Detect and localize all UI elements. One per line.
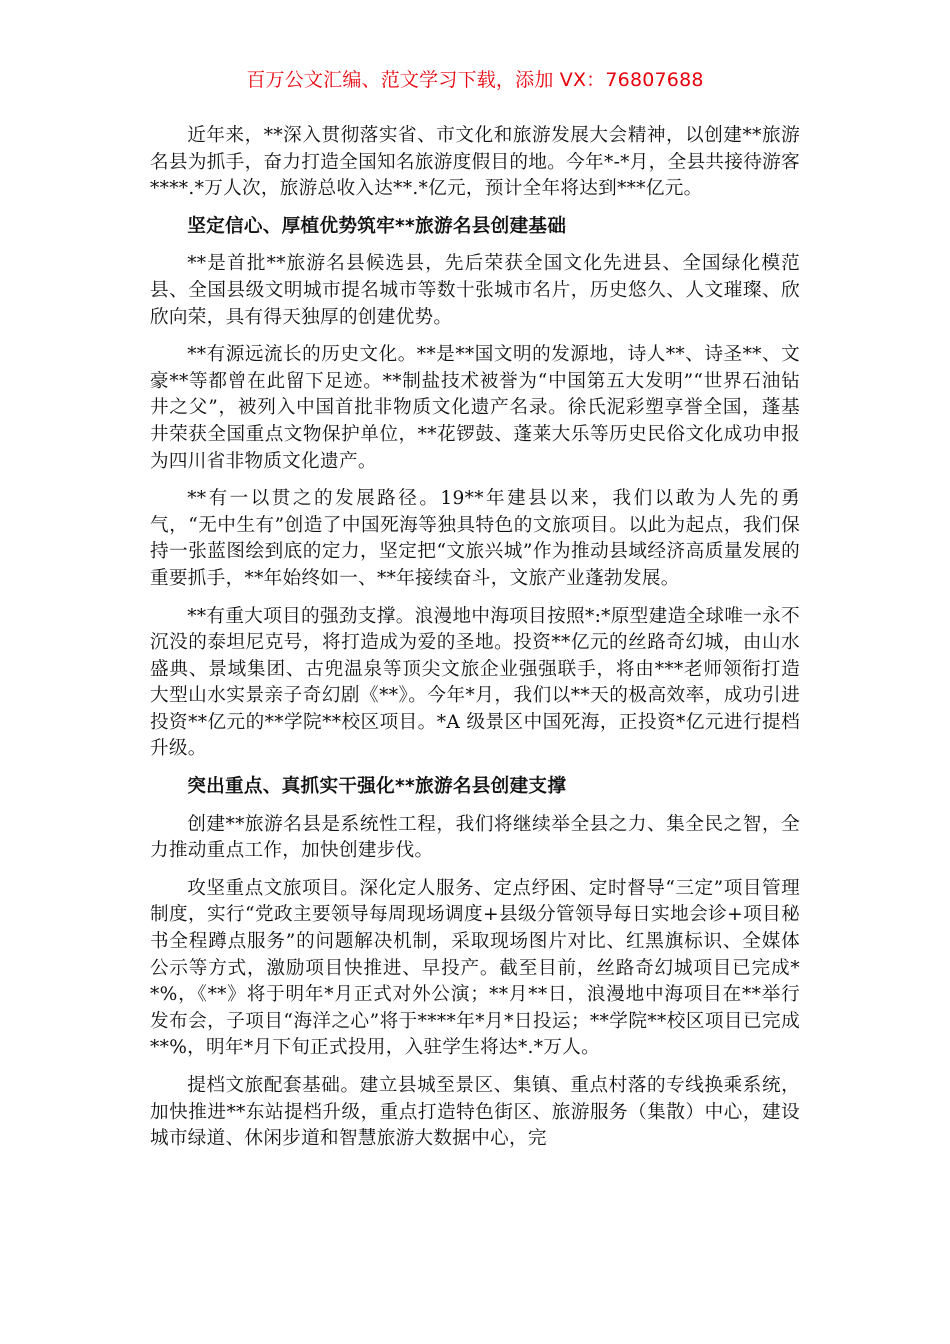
body-paragraph: **有一以贯之的发展路径。19**年建县以来，我们以敢为人先的勇气，“无中生有”创造了中国死海等独具特色的文旅项目。以此为起点，我们保持一张蓝图绘到底的定力，坚定把“文旅兴城”作为推动县域经济高质量发展的重要抓手，**年始终如一、**年接续奋斗，文旅产业蓬勃发展。 — [150, 488, 800, 589]
body-paragraph: 攻坚重点文旅项目。深化定人服务、定点纾困、定时督导“三定”项目管理制度，实行“党政主要领导每周现场调度+县级分管领导每日实地会诊+项目秘书全程蹲点服务”的问题解决机制，采取现场图片对比、红黑旗标识、全媒体公示等方式，激励项目快推进、早投产。截至目前，丝路奇幻城项目已完成**%，《**》将于明年*月正式对外公演；**月**日，浪漫地中海项目在**举行发布会，子项目“海洋之心”将于****年*月*日投运；**学院**校区项目已完成**%，明年*月下旬正式投用，入驻学生将达*.*万人。 — [150, 877, 800, 1059]
section-heading-2: 突出重点、真抓实干强化**旅游名县创建支撑 — [187, 776, 567, 798]
body-paragraph: **有重大项目的强劲支撑。浪漫地中海项目按照*:*原型建造全球唯一永不沉没的泰坦尼克号，将打造成为爱的圣地。投资**亿元的丝路奇幻城，由山水盛典、景域集团、古兜温泉等顶尖文旅企业强强联手，将由***老师领衔打造大型山水实景亲子奇幻剧《**》。今年*月，我们以**天的极高效率，成功引进投资**亿元的**学院**校区项目。*A 级景区中国死海，正投资*亿元进行提档升级。 — [150, 605, 800, 760]
body-paragraph: 提档文旅配套基础。建立县城至景区、集镇、重点村落的专线换乘系统，加快推进**东站提档升级，重点打造特色街区、旅游服务（集散）中心，建设城市绿道、休闲步道和智慧旅游大数据中心，完 — [150, 1075, 800, 1150]
body-paragraph: **是首批**旅游名县候选县，先后荣获全国文化先进县、全国绿化模范县、全国县级文明城市提名城市等数十张城市名片，历史悠久、人文璀璨、欣欣向荣，具有得天独厚的创建优势。 — [150, 253, 800, 328]
body-paragraph: 创建**旅游名县是系统性工程，我们将继续举全县之力、集全民之智，全力推动重点工作，加快创建步伐。 — [150, 813, 800, 862]
body-paragraph: **有源远流长的历史文化。**是**国文明的发源地，诗人**、诗圣**、文豪**等都曾在此留下足迹。**制盐技术被誉为“中国第五大发明”“世界石油钻井之父”，被列入中国首批非物质文化遗产名录。徐氏泥彩塑享誉全国，蓬基井荣获全国重点文物保护单位，**花锣鼓、蓬莱大乐等历史民俗文化成功申报为四川省非物质文化遗产。 — [150, 344, 800, 472]
section-heading-1: 坚定信心、厚植优势筑牢**旅游名县创建基础 — [187, 215, 567, 237]
intro-paragraph: 近年来，**深入贯彻落实省、市文化和旅游发展大会精神，以创建**旅游名县为抓手，奋力打造全国知名旅游度假目的地。今年*-*月，全县共接待游客****.*万人次，旅游总收入达**.*亿元，预计全年将达到***亿元。 — [150, 125, 800, 200]
watermark-header: 百万公文汇编、范文学习下载，添加 VX：76807688 — [246, 69, 704, 91]
document-body — [150, 123, 800, 1164]
